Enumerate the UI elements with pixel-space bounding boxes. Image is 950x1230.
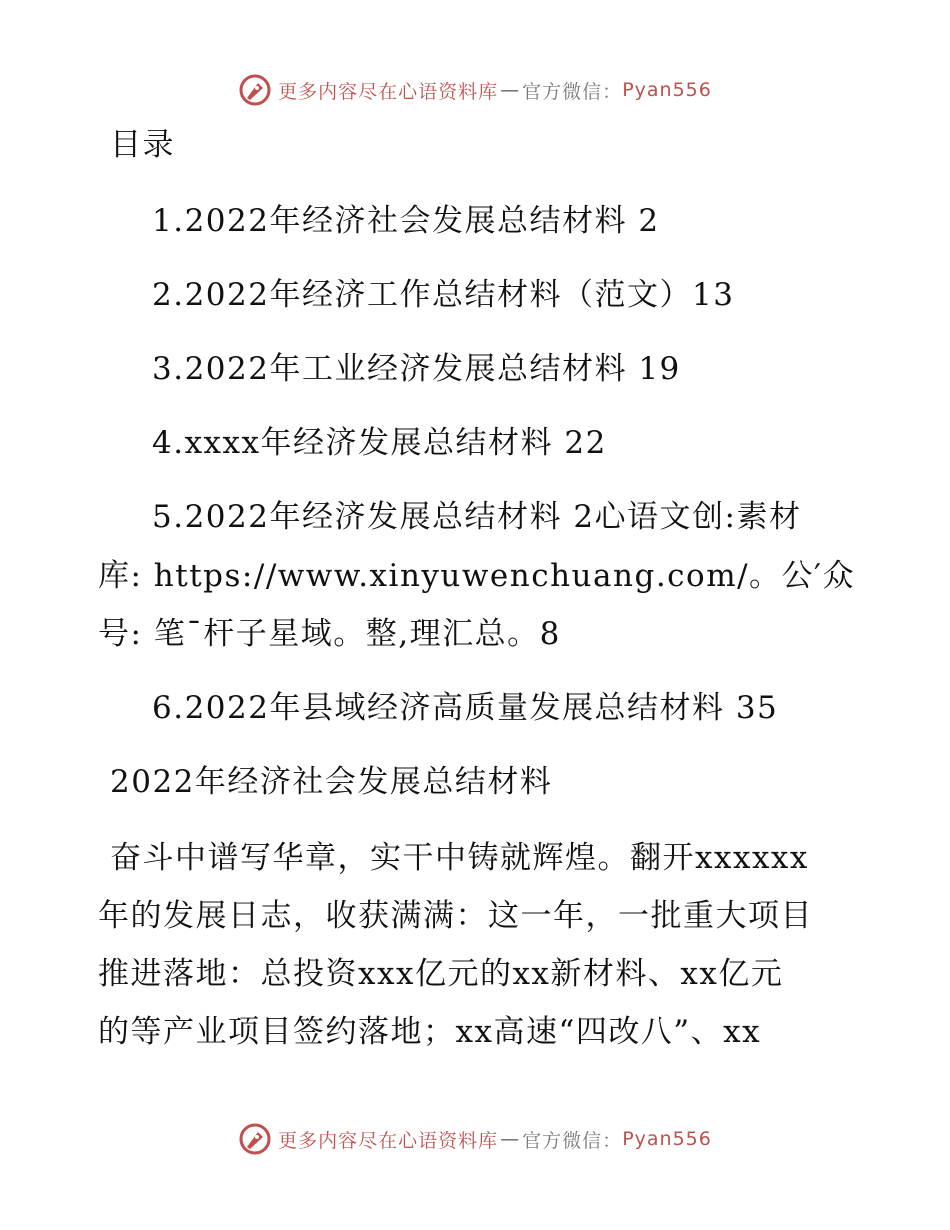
toc-item: 1.2022年经济社会发展总结材料 2 bbox=[152, 203, 660, 239]
watermark-separator: — bbox=[500, 79, 521, 101]
watermark-separator: — bbox=[500, 1128, 521, 1150]
body-line: 的等产业项目签约落地；xx高速“四改八”、xx bbox=[98, 1014, 762, 1050]
body-line: 年的发展日志，收获满满：这一年，一批重大项目 bbox=[98, 898, 813, 934]
watermark-wechat-id: Pyan556 bbox=[622, 1128, 712, 1150]
body-line: 奋斗中谱写华章，实干中铸就辉煌。翻开xxxxxx bbox=[110, 840, 809, 876]
watermark-wechat-id: Pyan556 bbox=[622, 79, 712, 101]
toc-item-continued: 库: https://www.xinyuwenchuang.com/。公′众 bbox=[98, 558, 856, 594]
watermark-wechat-label: 官方微信： bbox=[522, 80, 623, 103]
watermark-wechat-label: 官方微信： bbox=[522, 1129, 623, 1152]
section-title: 2022年经济社会发展总结材料 bbox=[110, 764, 553, 800]
watermark-text: 更多内容尽在心语资料库 bbox=[278, 80, 499, 103]
pen-nib-icon bbox=[238, 1122, 272, 1156]
toc-item: 3.2022年工业经济发展总结材料 19 bbox=[152, 351, 681, 387]
body-line: 推进落地：总投资xxx亿元的xx新材料、xx亿元 bbox=[98, 956, 784, 992]
watermark-text: 更多内容尽在心语资料库 bbox=[278, 1129, 499, 1152]
toc-item: 4.xxxx年经济发展总结材料 22 bbox=[152, 425, 607, 461]
toc-title: 目录 bbox=[110, 127, 175, 163]
toc-item: 6.2022年县域经济高质量发展总结材料 35 bbox=[152, 690, 779, 726]
toc-item: 5.2022年经济发展总结材料 2心语文创:素材 bbox=[152, 499, 802, 535]
toc-item: 2.2022年经济工作总结材料（范文）13 bbox=[152, 277, 735, 313]
toc-item-continued: 号: 笔¯杆子星域。整,理汇总。8 bbox=[98, 616, 561, 652]
watermark-banner-bottom bbox=[0, 1119, 950, 1159]
watermark-banner-top bbox=[0, 70, 950, 110]
pen-nib-icon bbox=[238, 73, 272, 107]
